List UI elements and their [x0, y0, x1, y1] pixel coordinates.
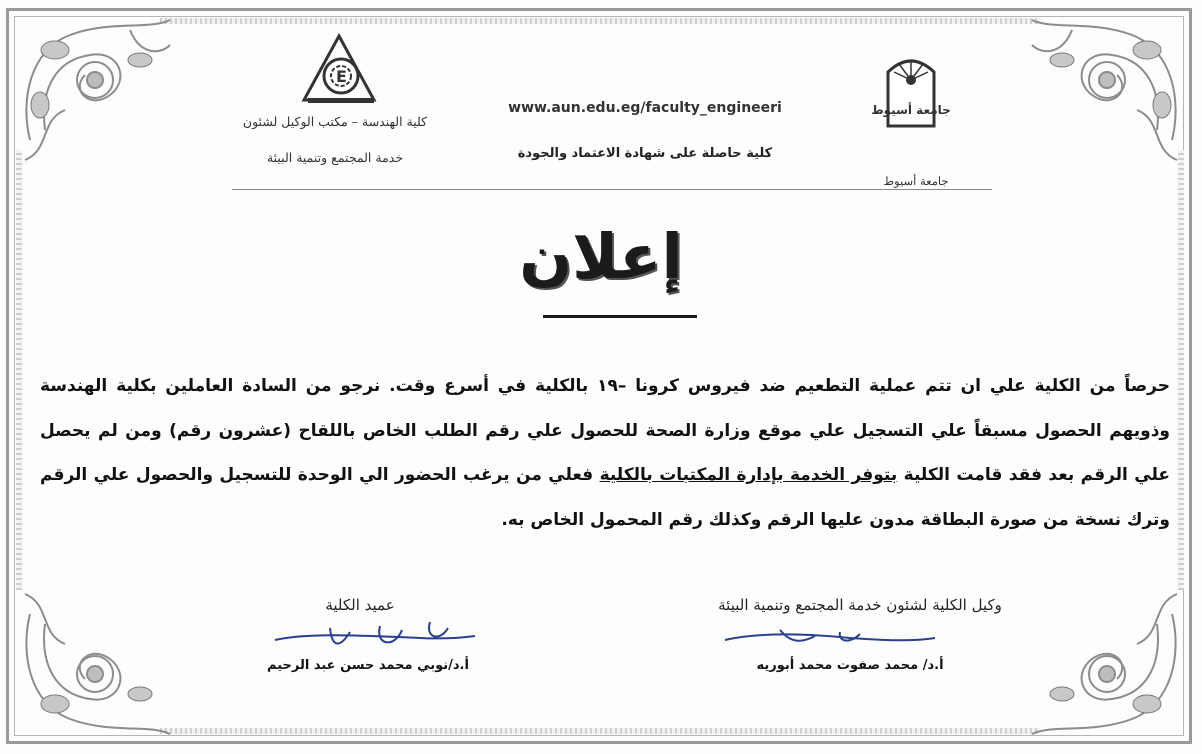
corner-ornament-top-left	[10, 10, 180, 170]
corner-ornament-bottom-left	[10, 584, 180, 744]
dean-name: أ.د/نوبي محمد حسن عبد الرحيم	[267, 658, 469, 673]
vice-dean-name: أ.د/ محمد صفوت محمد أبوريه	[756, 658, 944, 673]
frame-top-band	[160, 18, 1040, 24]
page-title: إعلان	[519, 220, 683, 293]
dean-signature	[270, 618, 480, 658]
dean-title: عميد الكلية	[325, 596, 395, 614]
vice-dean-title: وكيل الكلية لشئون خدمة المجتمع وتنمية البيئة	[718, 596, 1002, 614]
faculty-office-sub-label: خدمة المجتمع وتنمية البيئة	[266, 150, 404, 165]
corner-ornament-top-right	[1022, 10, 1192, 170]
body-text-part-3: فعلي من يرغب الحضور الي الوحدة للتسجيل والحصول علي الرقم وترك نسخة من صورة البطاقة مدون عليها الرقم وكذلك رقم المحمول الخاص به.	[40, 465, 1170, 530]
university-logo-text: جامعة أسيوط	[871, 103, 951, 117]
accreditation-label: كلية حاصلة على شهادة الاعتماد والجودة	[517, 146, 773, 161]
frame-bottom-band	[160, 728, 1040, 734]
header-divider	[232, 189, 992, 190]
body-text-part-1: حرصاً من الكلية علي ان تتم عملية التطعيم ضد فيروس كرونا –١٩ بالكلية في أسرع وقت. نرجو من السادة العاملين بكلية الهندسة وذويهم الحصول مسبقاً علي التسجيل علي موقع وزارة الصحة للحصول علي رقم الطلب الخاص باللقاح (عشرون رقم) ومن لم يحصل علي الرقم بعد فقد قامت الكلية	[40, 376, 1171, 485]
title-underline	[543, 315, 697, 318]
faculty-office-label: كلية الهندسة – مكتب الوكيل لشئون	[242, 114, 428, 129]
university-name: جامعة أسيوط	[883, 174, 949, 188]
website-url[interactable]: www.aun.edu.eg/faculty_engineeri	[508, 100, 782, 116]
title-block	[501, 222, 701, 292]
body-text-highlight: بتوفر الخدمة بإدارة المكتبات بالكلية	[599, 465, 898, 485]
faculty-logo	[296, 32, 382, 108]
university-logo	[871, 50, 951, 128]
announcement-body	[40, 364, 1170, 542]
svg-text:E: E	[336, 67, 347, 86]
frame-right-band	[1178, 150, 1184, 590]
frame-left-band	[16, 150, 22, 590]
vice-dean-signature	[720, 622, 940, 652]
